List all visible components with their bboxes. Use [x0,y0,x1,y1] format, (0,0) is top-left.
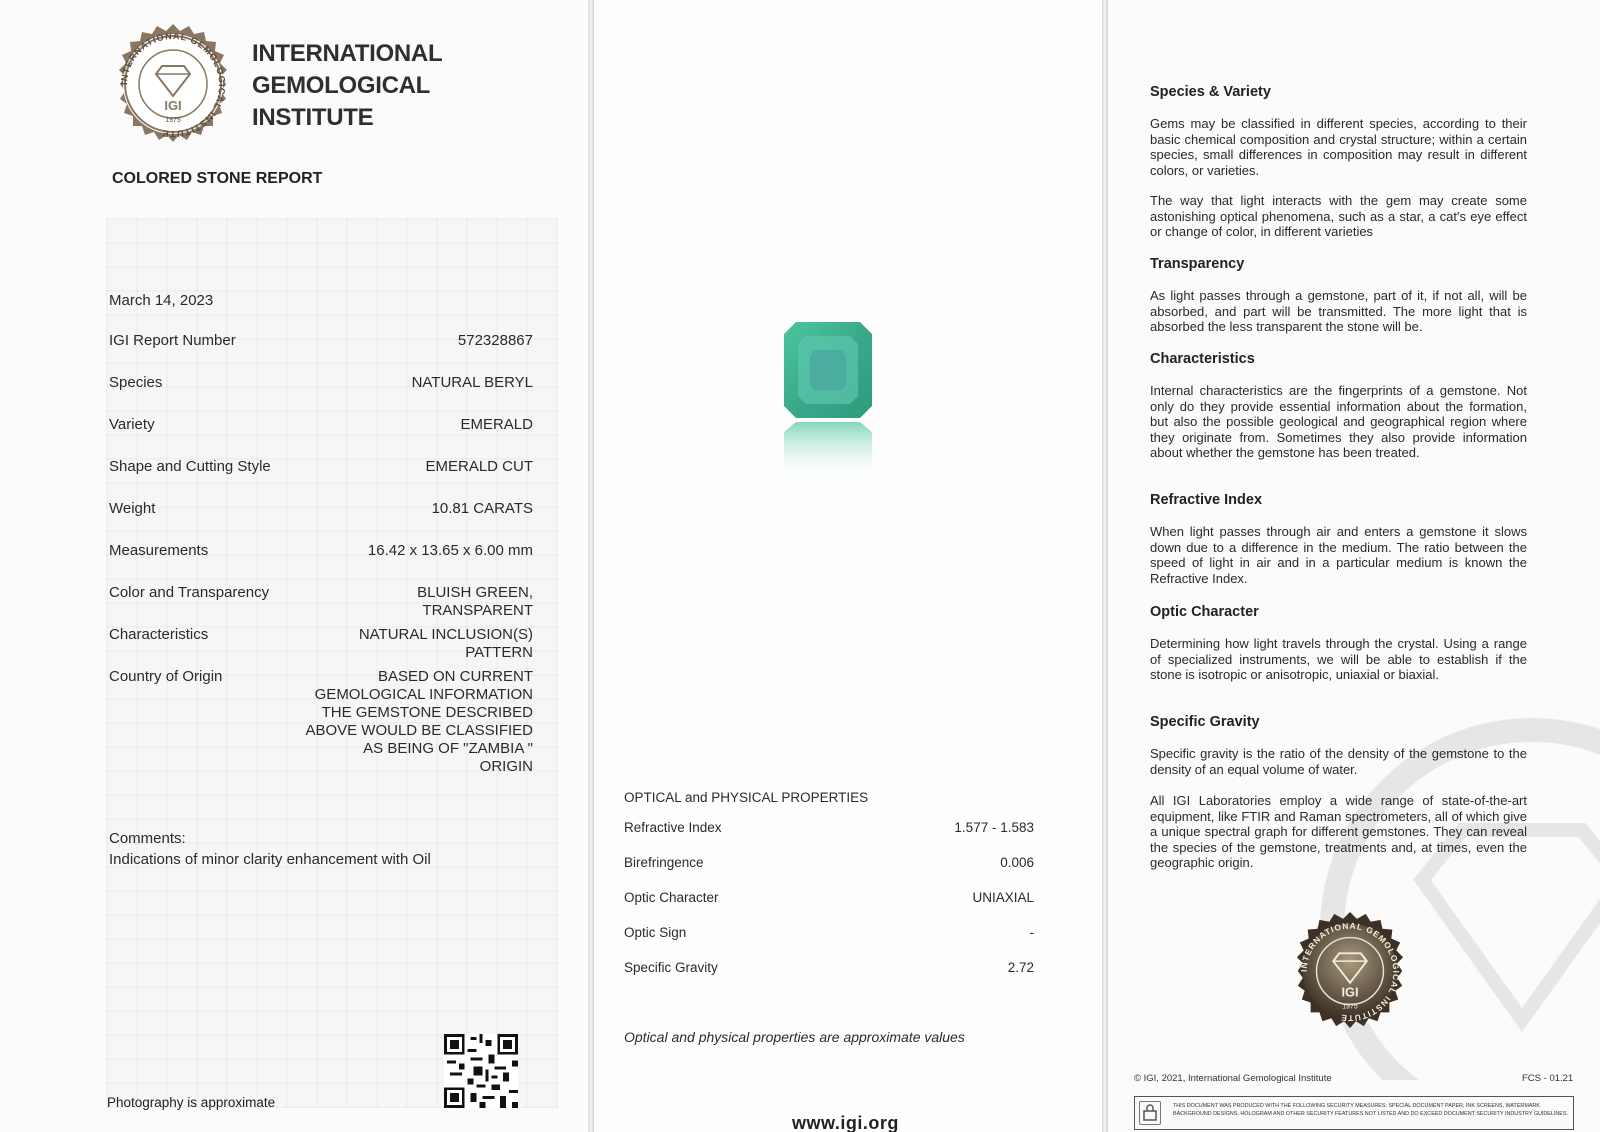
security-notice-text: THIS DOCUMENT WAS PRODUCED WITH THE FOLLOWING SECURITY MEASURES: SPECIAL DOCUMENT PAPER, INK SCREENS, WATERMARK BACKGROUND DESIGNS, HOLOGRAM AND OTHER SECURITY FEATURES NOT LISTED AND DO EXCEED DOCUMENT SECURITY INDUSTRY GUIDELINES. [1173,1103,1568,1117]
report-date: March 14, 2023 [109,292,214,309]
info-heading: Specific Gravity [1150,714,1260,730]
row-value: EMERALD [460,416,533,433]
website-link[interactable]: www.igi.org [792,1113,899,1132]
row-label: Weight [109,500,156,517]
row-label: Measurements [109,542,209,559]
brand-name [252,38,442,134]
optical-label: Specific Gravity [624,960,718,975]
photography-note: Photography is approximate [107,1095,276,1110]
brand-line: INSTITUTE [252,104,374,131]
seal-mark: IGI [1341,984,1359,1000]
seal-year: 1975 [165,117,181,124]
row-label: IGI Report Number [109,332,236,349]
optical-value: 2.72 [1007,960,1034,975]
row-label: Species [109,374,163,391]
info-paragraph: The way that light interacts with the gem may create some astonishing optical phenomena, such as a star, a cat's eye effect or change of color, in different varieties [1150,193,1527,239]
optical-value: UNIAXIAL [972,890,1034,905]
optical-value: 0.006 [1000,855,1034,870]
row-value: EMERALD CUT [425,458,533,475]
info-paragraph: All IGI Laboratories employ a wide range of state-of-the-art equipment, like FTIR and Raman spectrometers, all of which give a unique spectral graph for different gemstones. They can reveal the species of the gemstone, treatments and, at times, even the geographic origin. [1150,793,1527,870]
info-heading: Optic Character [1150,604,1259,620]
optical-value: - [1029,925,1034,940]
svg-text:INTERNATIONAL GEMOLOGICAL INST: INTERNATIONAL GEMOLOGICAL INSTITUTE [118,30,228,140]
comments-label: Comments: [109,830,186,847]
row-value: 16.42 x 13.65 x 6.00 mm [367,542,533,559]
igi-hologram-seal-icon [1288,910,1412,1034]
info-paragraph: Determining how light travels through the crystal. Using a range of specialized instruments, we will be able to establish if the stone is isotropic or anisotropic, uniaxial or biaxial. [1150,636,1527,682]
info-paragraph: When light passes through air and enters a gemstone it slows down due to a difference in the medium. The ratio between the speed of light in air and in a particular medium is known the Refractive Index. [1150,524,1527,586]
info-heading: Species & Variety [1150,84,1271,100]
seal-year: 1975 [1342,1003,1358,1011]
info-heading: Characteristics [1150,351,1255,367]
row-value: 10.81 CARATS [431,500,533,517]
optical-section-title: OPTICAL and PHYSICAL PROPERTIES [624,790,869,805]
security-notice-box [1134,1096,1574,1130]
igi-seal-icon [110,22,236,148]
info-paragraph: Specific gravity is the ratio of the density of the gemstone to the density of an equal volume of water. [1150,746,1527,777]
info-heading: Refractive Index [1150,492,1263,508]
optical-note: Optical and physical properties are approximate values [624,1029,965,1045]
report-title: COLORED STONE REPORT [112,170,323,187]
row-value: BASED ON CURRENT GEMOLOGICAL INFORMATION THE GEMSTONE DESCRIBED ABOVE WOULD BE CLASSIFIED AS BEING OF "ZAMBIA " ORIGIN [305,668,533,775]
brand-line: INTERNATIONAL [252,40,443,67]
optical-label: Optic Sign [624,925,687,940]
svg-text:INTERNATIONAL GEMOLOGICAL INST: INTERNATIONAL GEMOLOGICAL INSTITUTE [1298,920,1402,1024]
row-label: Characteristics [109,626,209,643]
row-value: NATURAL BERYL [411,374,533,391]
optical-label: Refractive Index [624,820,722,835]
row-value: 572328867 [457,332,533,349]
info-paragraph: Internal characteristics are the fingerprints of a gemstone. Not only do they provide essential information about the formation, but also the possible geological and geographical region where they originate from. Sometimes they also provide information about whether the gemstone has been treated. [1150,383,1527,460]
info-paragraph: Gems may be classified in different species, according to their basic chemical composition and crystal structure; within a certain species, small differences in composition may result in different colors, or varieties. [1150,116,1527,178]
row-label: Shape and Cutting Style [109,458,271,475]
optical-label: Birefringence [624,855,704,870]
form-code: FCS - 01.21 [1522,1073,1574,1084]
seal-mark: IGI [164,98,182,113]
qr-code-icon[interactable] [444,1034,518,1108]
lock-icon [1139,1101,1161,1125]
row-label: Country of Origin [109,668,223,685]
row-label: Variety [109,416,155,433]
row-value: NATURAL INCLUSION(S) PATTERN [358,626,533,661]
comments-text: Indications of minor clarity enhancement with Oil [109,851,431,868]
row-value: BLUISH GREEN, TRANSPARENT [417,584,533,619]
optical-label: Optic Character [624,890,719,905]
copyright-text: © IGI, 2021, International Gemological Institute [1134,1073,1332,1084]
row-label: Color and Transparency [109,584,270,601]
optical-value: 1.577 - 1.583 [954,820,1034,835]
brand-line: GEMOLOGICAL [252,72,431,99]
info-paragraph: As light passes through a gemstone, part of it, if not all, will be absorbed, and part will be transmitted. The more light that is absorbed the less transparent the stone will be. [1150,288,1527,334]
security-watermark-pattern [106,218,558,1108]
emerald-gem-image [784,322,872,482]
info-heading: Transparency [1150,256,1245,272]
